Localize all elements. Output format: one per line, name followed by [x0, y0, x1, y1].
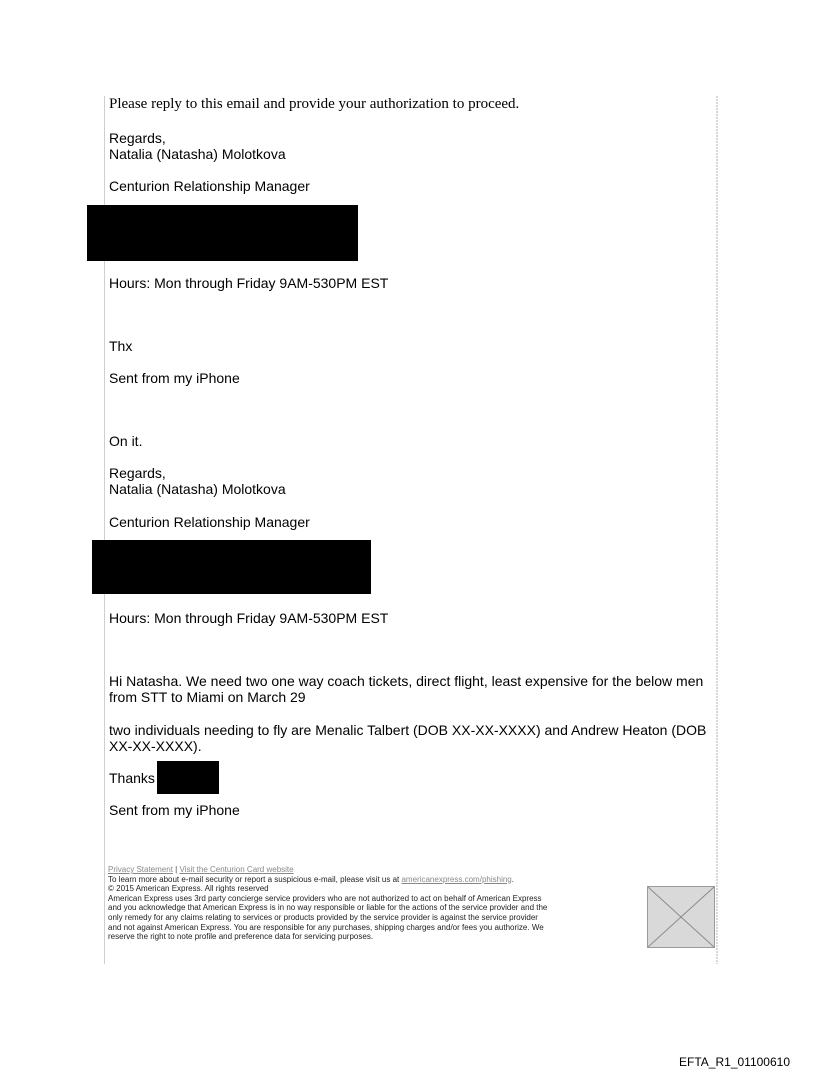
sent-from-iphone: Sent from my iPhone [109, 370, 240, 386]
redaction-block [87, 205, 358, 261]
centurion-website-link[interactable]: Visit the Centurion Card website [179, 865, 294, 874]
sender-name: Natalia (Natasha) Molotkova [109, 146, 286, 162]
security-notice-text: To learn more about e-mail security or report a suspicious e-mail, please visit us at [108, 874, 400, 884]
footer-links-row [108, 865, 648, 875]
thx-text: Thx [109, 338, 133, 354]
sent-from-iphone: Sent from my iPhone [109, 802, 240, 818]
reply-request-text: Please reply to this email and provide your authorization to proceed. [109, 96, 520, 112]
sender-title: Centurion Relationship Manager [109, 514, 310, 530]
disclaimer-line: and you acknowledge that American Express is in no way responsible or liable for the actions of the service provider and the [108, 903, 548, 913]
footer-link-separator: | [175, 865, 178, 874]
phishing-link[interactable]: americanexpress.com/phishing [401, 874, 512, 884]
redaction-block [157, 761, 219, 794]
redaction-block [92, 540, 371, 594]
individuals-text: two individuals needing to fly are Menalic Talbert (DOB XX-XX-XXXX) and Andrew Heaton (DOB XX-XX-XXXX). [109, 722, 707, 754]
document-id-stamp: EFTA_R1_01100610 [679, 1055, 790, 1069]
disclaimer-line: only remedy for any claims relating to services or products provided by the service provider is against the service provider [108, 912, 538, 922]
sender-title: Centurion Relationship Manager [109, 178, 310, 194]
security-notice: To learn more about e-mail security or report a suspicious e-mail, please visit us at americanexpress.com/phishing. [108, 874, 514, 884]
on-it-text: On it. [109, 433, 143, 449]
sender-name: Natalia (Natasha) Molotkova [109, 481, 286, 497]
hours-text: Hours: Mon through Friday 9AM-530PM EST [109, 275, 389, 291]
thanks-text: Thanks [109, 770, 155, 786]
copyright-text: © 2015 American Express. All rights reserved [108, 884, 269, 894]
disclaimer-line: and not against American Express. You are responsible for any purchases, shipping charges and/or fees you authorize. We [108, 922, 544, 932]
flight-request-text: Hi Natasha. We need two one way coach tickets, direct flight, least expensive for the below men from STT to Miami on March 29 [109, 673, 704, 705]
email-frame-right-border [716, 96, 718, 964]
privacy-statement-link[interactable]: Privacy Statement [108, 865, 173, 874]
regards-text: Regards, [109, 130, 166, 146]
email-footer [108, 865, 648, 942]
disclaimer-line: American Express uses 3rd party concierge service providers who are not authorized to act on behalf of American Express [108, 893, 542, 903]
regards-text: Regards, [109, 465, 166, 481]
hours-text: Hours: Mon through Friday 9AM-530PM EST [109, 610, 389, 626]
broken-image-placeholder-icon [647, 886, 715, 948]
disclaimer-line: reserve the right to note profile and preference data for servicing purposes. [108, 932, 374, 942]
